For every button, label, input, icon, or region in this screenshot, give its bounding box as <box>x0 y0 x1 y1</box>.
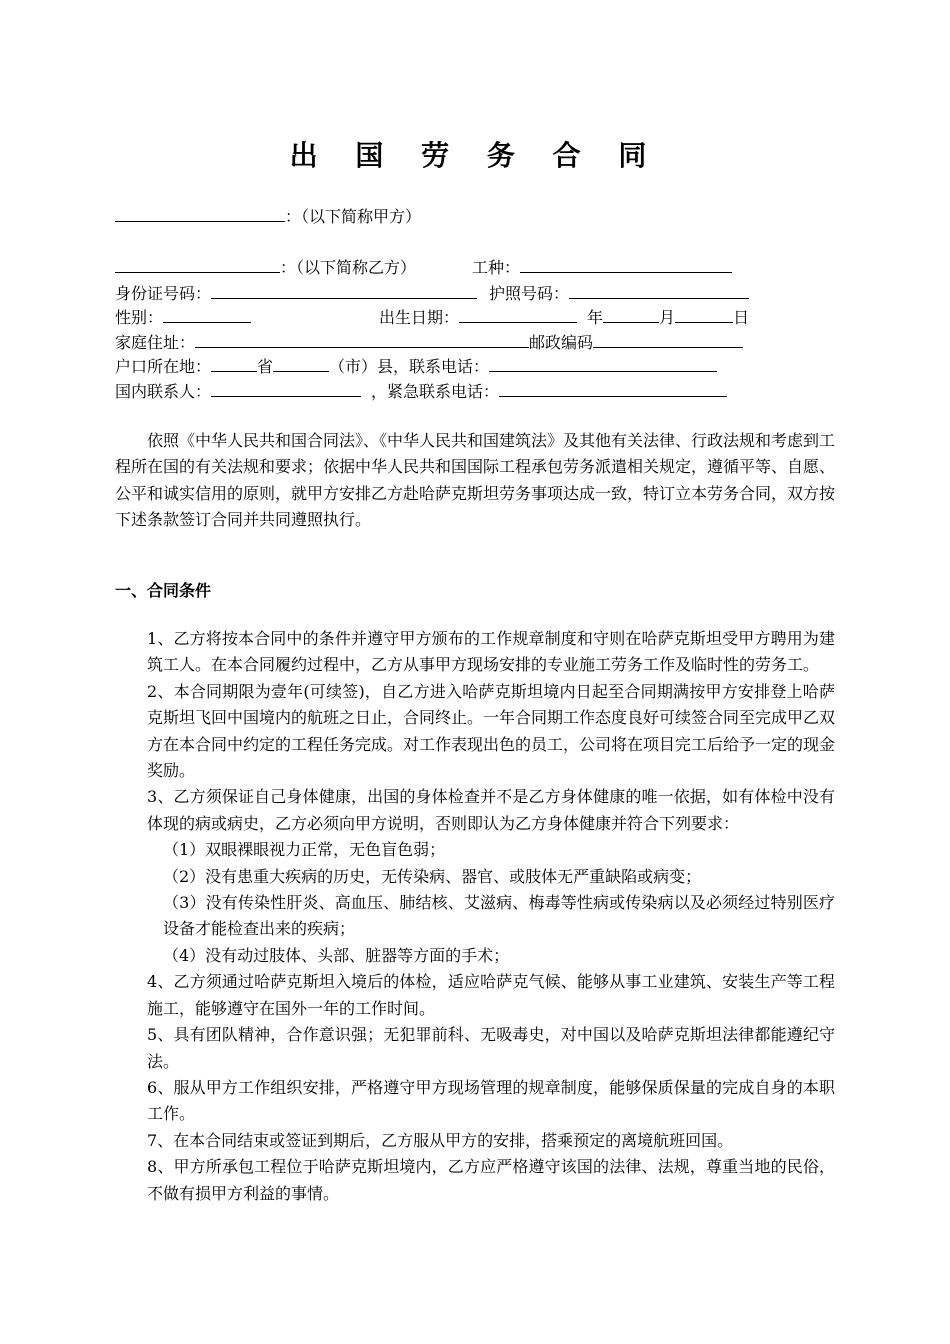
party-a-name-blank[interactable] <box>115 203 285 222</box>
clause-6: 6、服从甲方工作组织安排，严格遵守甲方现场管理的规章制度，能够保质保量的完成自身的本职工作。 <box>147 1077 835 1124</box>
address-line <box>115 329 743 355</box>
city-phone-label: （市）县，联系电话： <box>329 357 490 376</box>
passport-blank[interactable] <box>569 280 749 299</box>
health-item-4: （4）没有动过肢体、头部、脏器等方面的手术； <box>163 945 510 965</box>
health-item-3 <box>115 890 835 943</box>
intro-paragraph: 依照《中华人民共和国合同法》、《中华人民共和国建筑法》及其他有关法律、行政法规和考虑到工程所在国的有关法规和要求；依据中华人民共和国国际工程承包劳务派遣相关规定，遵循平等、自愿、公平和诚实信用的原则，就甲方安排乙方赴哈萨克斯坦劳务事项达成一致，特订立本劳务合同，双方按下述条款签订合同并共同遵照执行。 <box>115 431 836 530</box>
clause-7: 7、在本合同结束或签证到期后，乙方服从甲方的安排，搭乘预定的离境航班回国。 <box>147 1130 734 1150</box>
clause-8: 8、甲方所承包工程位于哈萨克斯坦境内，乙方应严格遵守该国的法律、法规，尊重当地的民俗，不做有损甲方利益的事情。 <box>147 1157 835 1203</box>
emergency-phone-blank[interactable] <box>499 378 727 397</box>
postcode-blank[interactable] <box>593 329 743 348</box>
domestic-contact-blank[interactable] <box>211 378 361 397</box>
birth-label: 出生日期： <box>379 308 460 327</box>
health-item-3-text: （3）没有传染性肝炎、高血压、肺结核、艾滋病、梅毒等性病或传染病以及必须经过特别医疗设备才能检查出来的疾病； <box>163 893 835 939</box>
month-label: 月 <box>659 308 676 327</box>
passport-label: 护照号码： <box>489 284 570 303</box>
health-item-1: （1）双眼裸眼视力正常，无色盲色弱； <box>163 840 446 860</box>
id-label: 身份证号码： <box>115 284 212 303</box>
job-blank[interactable] <box>520 254 732 273</box>
party-b-name-blank[interactable] <box>115 254 280 273</box>
address-label: 家庭住址： <box>115 333 196 352</box>
year-label: 年 <box>587 308 604 327</box>
gender-blank[interactable] <box>163 304 251 323</box>
city-blank[interactable] <box>273 353 329 372</box>
party-b-line <box>115 254 732 280</box>
birth-day-blank[interactable] <box>675 304 733 323</box>
hukou-line <box>115 353 717 379</box>
health-item-2: （2）没有患重大疾病的历史，无传染病、器官、或肢体无严重缺陷或病变； <box>163 866 702 886</box>
birth-month-blank[interactable] <box>603 304 659 323</box>
clause-3: 3、乙方须保证自己身体健康，出国的身体检查并不是乙方身体健康的唯一依据，如有体检中没有体现的病或病史，乙方必须向甲方说明，否则即认为乙方身体健康并符合下列要求： <box>147 787 835 833</box>
phone-blank[interactable] <box>489 353 717 372</box>
hukou-label: 户口所在地： <box>115 357 212 376</box>
postcode-label: 邮政编码 <box>529 333 594 352</box>
party-a-label: ：（以下简称甲方） <box>285 207 422 226</box>
domestic-contact-label: 国内联系人： <box>115 382 212 401</box>
province-label: 省 <box>257 357 274 376</box>
document-title: 出 国 劳 务 合 同 <box>289 139 661 172</box>
party-b-label: ：（以下简称乙方） <box>280 258 417 277</box>
clause-4: 4、乙方须通过哈萨克斯坦入境后的体检，适应哈萨克气候、能够从事工业建筑、安装生产等工程施工，能够遵守在国外一年的工作时间。 <box>147 972 835 1018</box>
address-blank[interactable] <box>195 329 529 348</box>
day-label: 日 <box>733 308 750 327</box>
section-heading: 一、合同条件 <box>115 581 212 600</box>
birth-year-blank[interactable] <box>459 304 577 323</box>
province-blank[interactable] <box>211 353 257 372</box>
job-label: 工种： <box>472 258 521 277</box>
party-a-line <box>115 203 421 229</box>
clause-2: 2、本合同期限为壹年(可续签)，自乙方进入哈萨克斯坦境内日起至合同期满按甲方安排登上哈萨克斯坦飞回中国境内的航班之日止，合同终止。一年合同期工作态度良好可续签合同至完成甲乙双方在本合同中约定的工程任务完成。对工作表现出色的员工，公司将在项目完工后给予一定的现金奖励。 <box>147 681 836 781</box>
clause-1: 1、乙方将按本合同中的条件并遵守甲方颁布的工作规章制度和守则在哈萨克斯坦受甲方聘用为建筑工人。在本合同履约过程中，乙方从事甲方现场安排的专业施工劳务工作及临时性的劳务工。 <box>147 629 835 675</box>
id-blank[interactable] <box>211 280 477 299</box>
clause-5: 5、具有团队精神，合作意识强；无犯罪前科、无吸毒史，对中国以及哈萨克斯坦法律都能遵纪守法。 <box>147 1025 835 1071</box>
contact-line <box>115 378 727 404</box>
clauses-block <box>115 626 835 1207</box>
emergency-phone-label: ，紧急联系电话： <box>371 382 500 401</box>
gender-birth-line <box>115 304 749 330</box>
gender-label: 性别： <box>115 308 164 327</box>
id-line <box>115 280 749 306</box>
